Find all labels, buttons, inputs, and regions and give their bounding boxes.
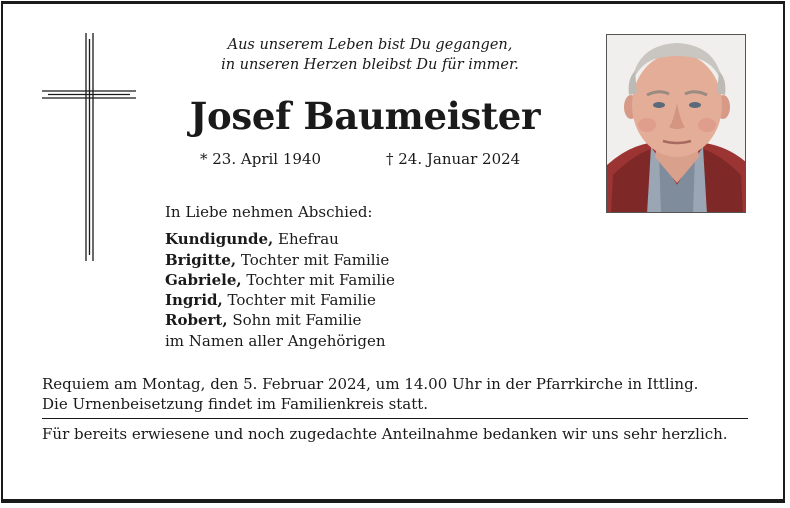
motto-line-2: in unseren Herzen bleibst Du für immer. <box>221 57 519 73</box>
mourner-name: Robert, <box>165 311 228 330</box>
mourners-intro: In Liebe nehmen Abschied: <box>165 203 373 221</box>
portrait-photo <box>606 34 746 213</box>
thanks-text: Für bereits erwiesene und noch zugedachte Anteilnahme bedanken wir uns sehr herzlich. <box>42 425 728 443</box>
motto <box>170 35 570 75</box>
mourner-name: Brigitte, <box>165 250 237 269</box>
mourner-name: Gabriele, <box>165 270 242 289</box>
mourner-relation: Tochter mit Familie <box>236 250 390 269</box>
death-date: † 24. Januar 2024 <box>386 150 521 168</box>
birth-date: * 23. April 1940 <box>200 150 322 168</box>
mourner-relation: Tochter mit Familie <box>222 291 376 310</box>
mourner-row <box>165 310 395 330</box>
portrait-illustration <box>607 35 746 213</box>
mourner-row <box>165 290 395 310</box>
deceased-name: Josef Baumeister <box>189 94 541 138</box>
mourner-row <box>165 229 395 249</box>
mourner-relation: Tochter mit Familie <box>241 270 395 289</box>
service-burial: Die Urnenbeisetzung findet im Familienkreis statt. <box>42 395 429 413</box>
service-info <box>42 374 748 414</box>
motto-line-1: Aus unserem Leben bist Du gegangen, <box>227 37 513 53</box>
mourner-row <box>165 270 395 290</box>
cross-icon <box>42 33 137 263</box>
mourner-row <box>165 250 395 270</box>
mourners-closing: im Namen aller Angehörigen <box>165 331 386 350</box>
mourner-relation: Sohn mit Familie <box>227 311 362 330</box>
mourner-name: Kundigunde, <box>165 230 274 249</box>
service-requiem: Requiem am Montag, den 5. Februar 2024, um 14.00 Uhr in der Pfarrkirche in Ittling. <box>42 375 699 393</box>
mourners-list <box>165 202 395 351</box>
divider <box>42 418 748 419</box>
mourner-relation: Ehefrau <box>273 230 339 249</box>
mourner-name: Ingrid, <box>165 291 223 310</box>
